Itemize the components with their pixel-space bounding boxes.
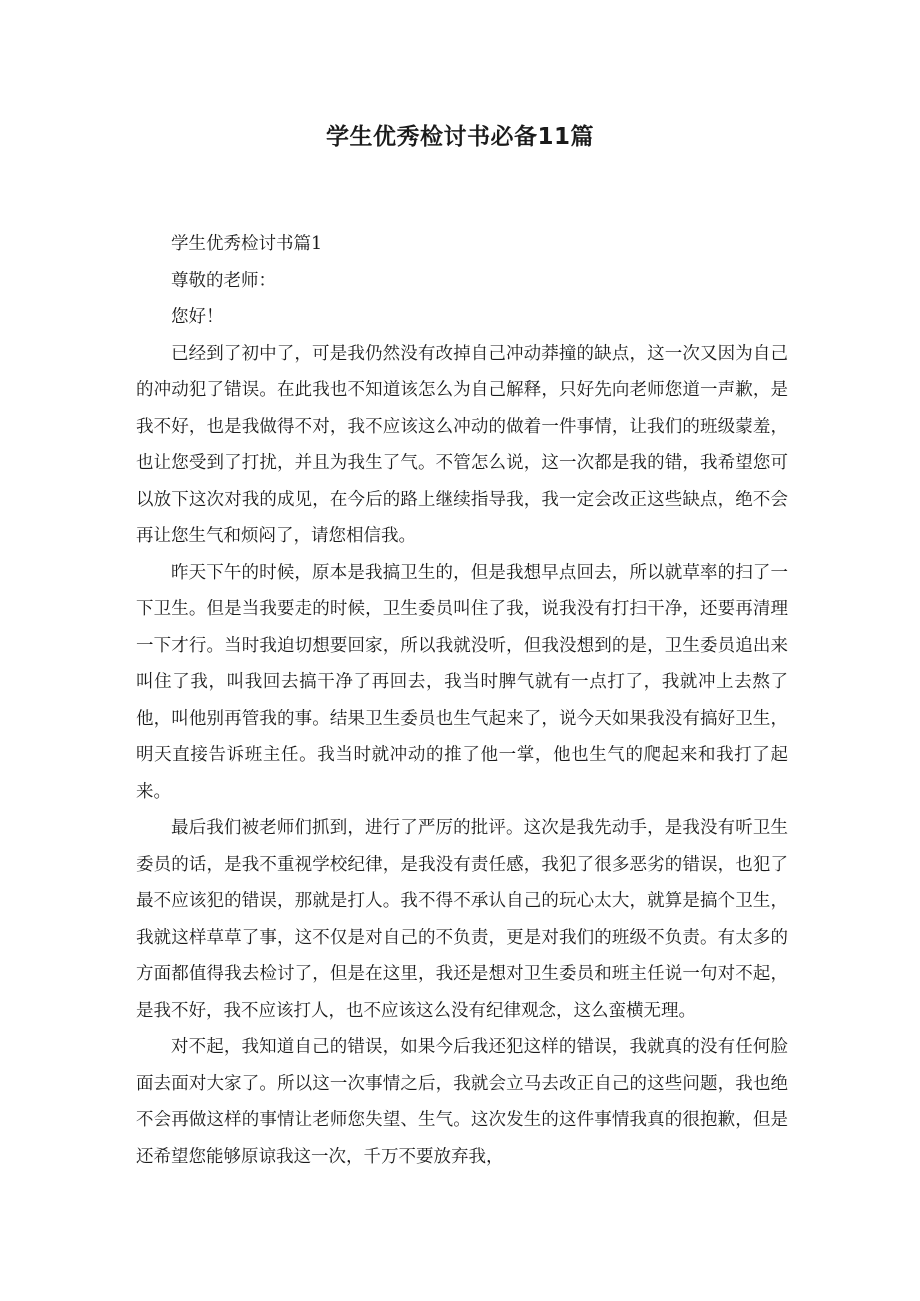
- body-paragraph: 昨天下午的时候，原本是我搞卫生的，但是我想早点回去，所以就草率的扫了一下卫生。但是当我要走的时候，卫生委员叫住了我，说我没有打扫干净，还要再清理一下才行。当时我迫切想要回家，所以我就没听，但我没想到的是，卫生委员追出来叫住了我，叫我回去搞干净了再回去，我当时脾气就有一点打了，我就冲上去熬了他，叫他别再管我的事。结果卫生委员也生气起来了，说今天如果我没有搞好卫生，明天直接告诉班主任。我当时就冲动的推了他一掌，他也生气的爬起来和我打了起来。: [136, 562, 788, 802]
- body-paragraph: 已经到了初中了，可是我仍然没有改掉自己冲动莽撞的缺点，这一次又因为自己的冲动犯了错误。在此我也不知道该怎么为自己解释，只好先向老师您道一声歉，是我不好，也是我做得不对，我不应该这么冲动的做着一件事情，让我们的班级蒙羞，也让您受到了打扰，并且为我生了气。不管怎么说，这一次都是我的错，我希望您可以放下这次对我的成见，在今后的路上继续指导我，我一定会改正这些缺点，绝不会再让您生气和烦闷了，请您相信我。: [136, 343, 788, 546]
- salutation: 尊敬的老师：: [171, 270, 276, 291]
- article-heading: 学生优秀检讨书篇1: [171, 234, 323, 254]
- document-body: [136, 226, 788, 1175]
- body-paragraph: 对不起，我知道自己的错误，如果今后我还犯这样的错误，我就真的没有任何脸面去面对大家了。所以这一次事情之后，我就会立马去改正自己的这些问题，我也绝不会再做这样的事情让老师您失望、生气。这次发生的这件事情我真的很抱歉，但是还希望您能够原谅我这一次，千万不要放弃我，: [136, 1037, 788, 1167]
- body-paragraph: 最后我们被老师们抓到，进行了严厉的批评。这次是我先动手，是我没有听卫生委员的话，是我不重视学校纪律，是我没有责任感，我犯了很多恶劣的错误，也犯了最不应该犯的错误，那就是打人。我不得不承认自己的玩心太大，就算是搞个卫生，我就这样草草了事，这不仅是对自己的不负责，更是对我们的班级不负责。有太多的方面都值得我去检讨了，但是在这里，我还是想对卫生委员和班主任说一句对不起，是我不好，我不应该打人，也不应该这么没有纪律观念，这么蛮横无理。: [136, 818, 788, 1021]
- greeting: 您好！: [171, 307, 224, 327]
- document-title: 学生优秀检讨书必备11篇: [325, 124, 594, 150]
